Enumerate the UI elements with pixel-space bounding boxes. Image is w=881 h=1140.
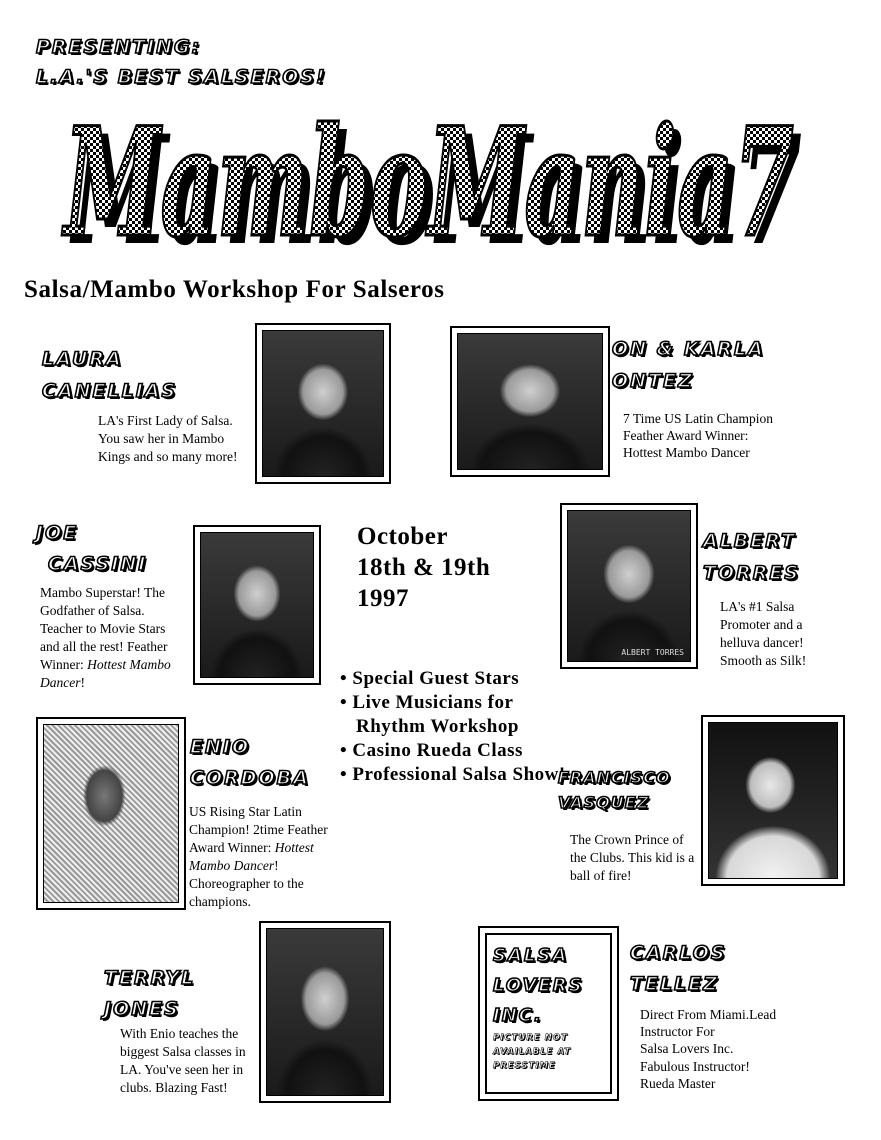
enio-bio-end: ! Choreographer to the champions. xyxy=(189,858,304,909)
ron-karla-name-line2: ONTEZ xyxy=(612,370,694,392)
salsa-lovers-placeholder xyxy=(478,926,619,1101)
event-date-line1: October xyxy=(357,523,448,550)
presenting-line1: PRESENTING: xyxy=(36,36,202,58)
feature-list xyxy=(340,667,570,787)
terryl-bio: With Enio teaches the biggest Salsa classes in LA. You've seen her in clubs. Blazing Fast! xyxy=(120,1026,246,1095)
event-date-line2: 18th & 19th xyxy=(357,554,491,581)
terryl-photo xyxy=(259,921,391,1103)
placeholder-line2: LOVERS xyxy=(493,975,584,996)
ron-karla-name-line1: ON & KARLA xyxy=(612,338,765,360)
joe-name-line2: CASSINI xyxy=(48,553,148,575)
carlos-bio-line2: Instructor For xyxy=(640,1024,715,1039)
feature-item: • Live Musicians for Rhythm Workshop xyxy=(340,691,570,739)
enio-name-line2: CORDOBA xyxy=(190,767,310,789)
title-shadow: MamboMania7 xyxy=(69,103,802,260)
carlos-name-line2: TELLEZ xyxy=(630,973,719,995)
carlos-name-line1: CARLOS xyxy=(630,942,727,964)
feature-item: • Special Guest Stars xyxy=(340,667,570,691)
presenting-line2: L.A.'S BEST SALSEROS! xyxy=(36,66,327,88)
albert-photo xyxy=(560,503,698,669)
ron-karla-bio-line1: 7 Time US Latin Champion xyxy=(623,411,774,426)
albert-name-line1: ALBERT xyxy=(703,530,797,552)
enio-photo xyxy=(36,717,186,910)
placeholder-line1: SALSA xyxy=(493,945,569,966)
laura-name-line1: LAURA xyxy=(42,348,123,370)
ron-karla-bio-line3: Hottest Mambo Dancer xyxy=(623,445,750,460)
francisco-name-line1: FRANCISCO xyxy=(558,768,671,787)
joe-bio-main: Mambo Superstar! The Godfather of Salsa. Teacher to Movie Stars and all the rest! Feather Winner: xyxy=(40,585,168,672)
placeholder-note: PICTURE NOT AVAILABLE AT PRESSTIME xyxy=(493,1033,571,1071)
albert-bio: LA's #1 Salsa Promoter and a helluva dancer! Smooth as Silk! xyxy=(720,599,807,668)
joe-bio-end: ! xyxy=(80,675,85,690)
francisco-bio: The Crown Prince of the Clubs. This kid is a ball of fire! xyxy=(570,832,695,883)
placeholder-line3: INC. xyxy=(493,1005,543,1026)
terryl-name-line2: JONES xyxy=(104,998,180,1020)
enio-bio xyxy=(189,803,343,911)
event-date-line3: 1997 xyxy=(357,585,409,612)
carlos-bio-line1: Direct From Miami.Lead xyxy=(640,1007,777,1022)
feature-item: • Casino Rueda Class xyxy=(340,739,570,763)
title-text: MamboMania7 xyxy=(61,95,794,260)
carlos-bio-line5: Rueda Master xyxy=(640,1076,716,1091)
carlos-bio-line4: Fabulous Instructor! xyxy=(640,1059,750,1074)
title-logo xyxy=(60,95,820,260)
joe-bio-italic: Hottest Mambo Dancer xyxy=(40,657,171,690)
francisco-photo xyxy=(701,715,845,886)
enio-name-line1: ENIO xyxy=(190,736,251,758)
enio-bio-italic: Hottest Mambo Dancer xyxy=(189,840,314,873)
enio-bio-main: US Rising Star Latin Champion! 2time Feather Award Winner: xyxy=(189,804,328,855)
joe-photo xyxy=(193,525,321,685)
carlos-bio-line3: Salsa Lovers Inc. xyxy=(640,1041,734,1056)
feature-item: • Professional Salsa Show! xyxy=(340,763,570,787)
joe-bio xyxy=(40,584,188,692)
subtitle: Salsa/Mambo Workshop For Salseros xyxy=(24,276,445,303)
francisco-name-line2: VASQUEZ xyxy=(558,793,650,812)
laura-name-line2: CANELLIAS xyxy=(42,380,178,402)
laura-photo xyxy=(255,323,391,484)
terryl-name-line1: TERRYL xyxy=(104,967,196,989)
ron-karla-bio-line2: Feather Award Winner: xyxy=(623,428,749,443)
ron-karla-photo xyxy=(450,326,610,477)
laura-bio: LA's First Lady of Salsa. You saw her in Mambo Kings and so many more! xyxy=(98,413,238,464)
albert-photo-caption: ALBERT TORRES xyxy=(621,648,684,657)
albert-name-line2: TORRES xyxy=(703,562,801,584)
joe-name-line1: JOE xyxy=(36,522,79,544)
